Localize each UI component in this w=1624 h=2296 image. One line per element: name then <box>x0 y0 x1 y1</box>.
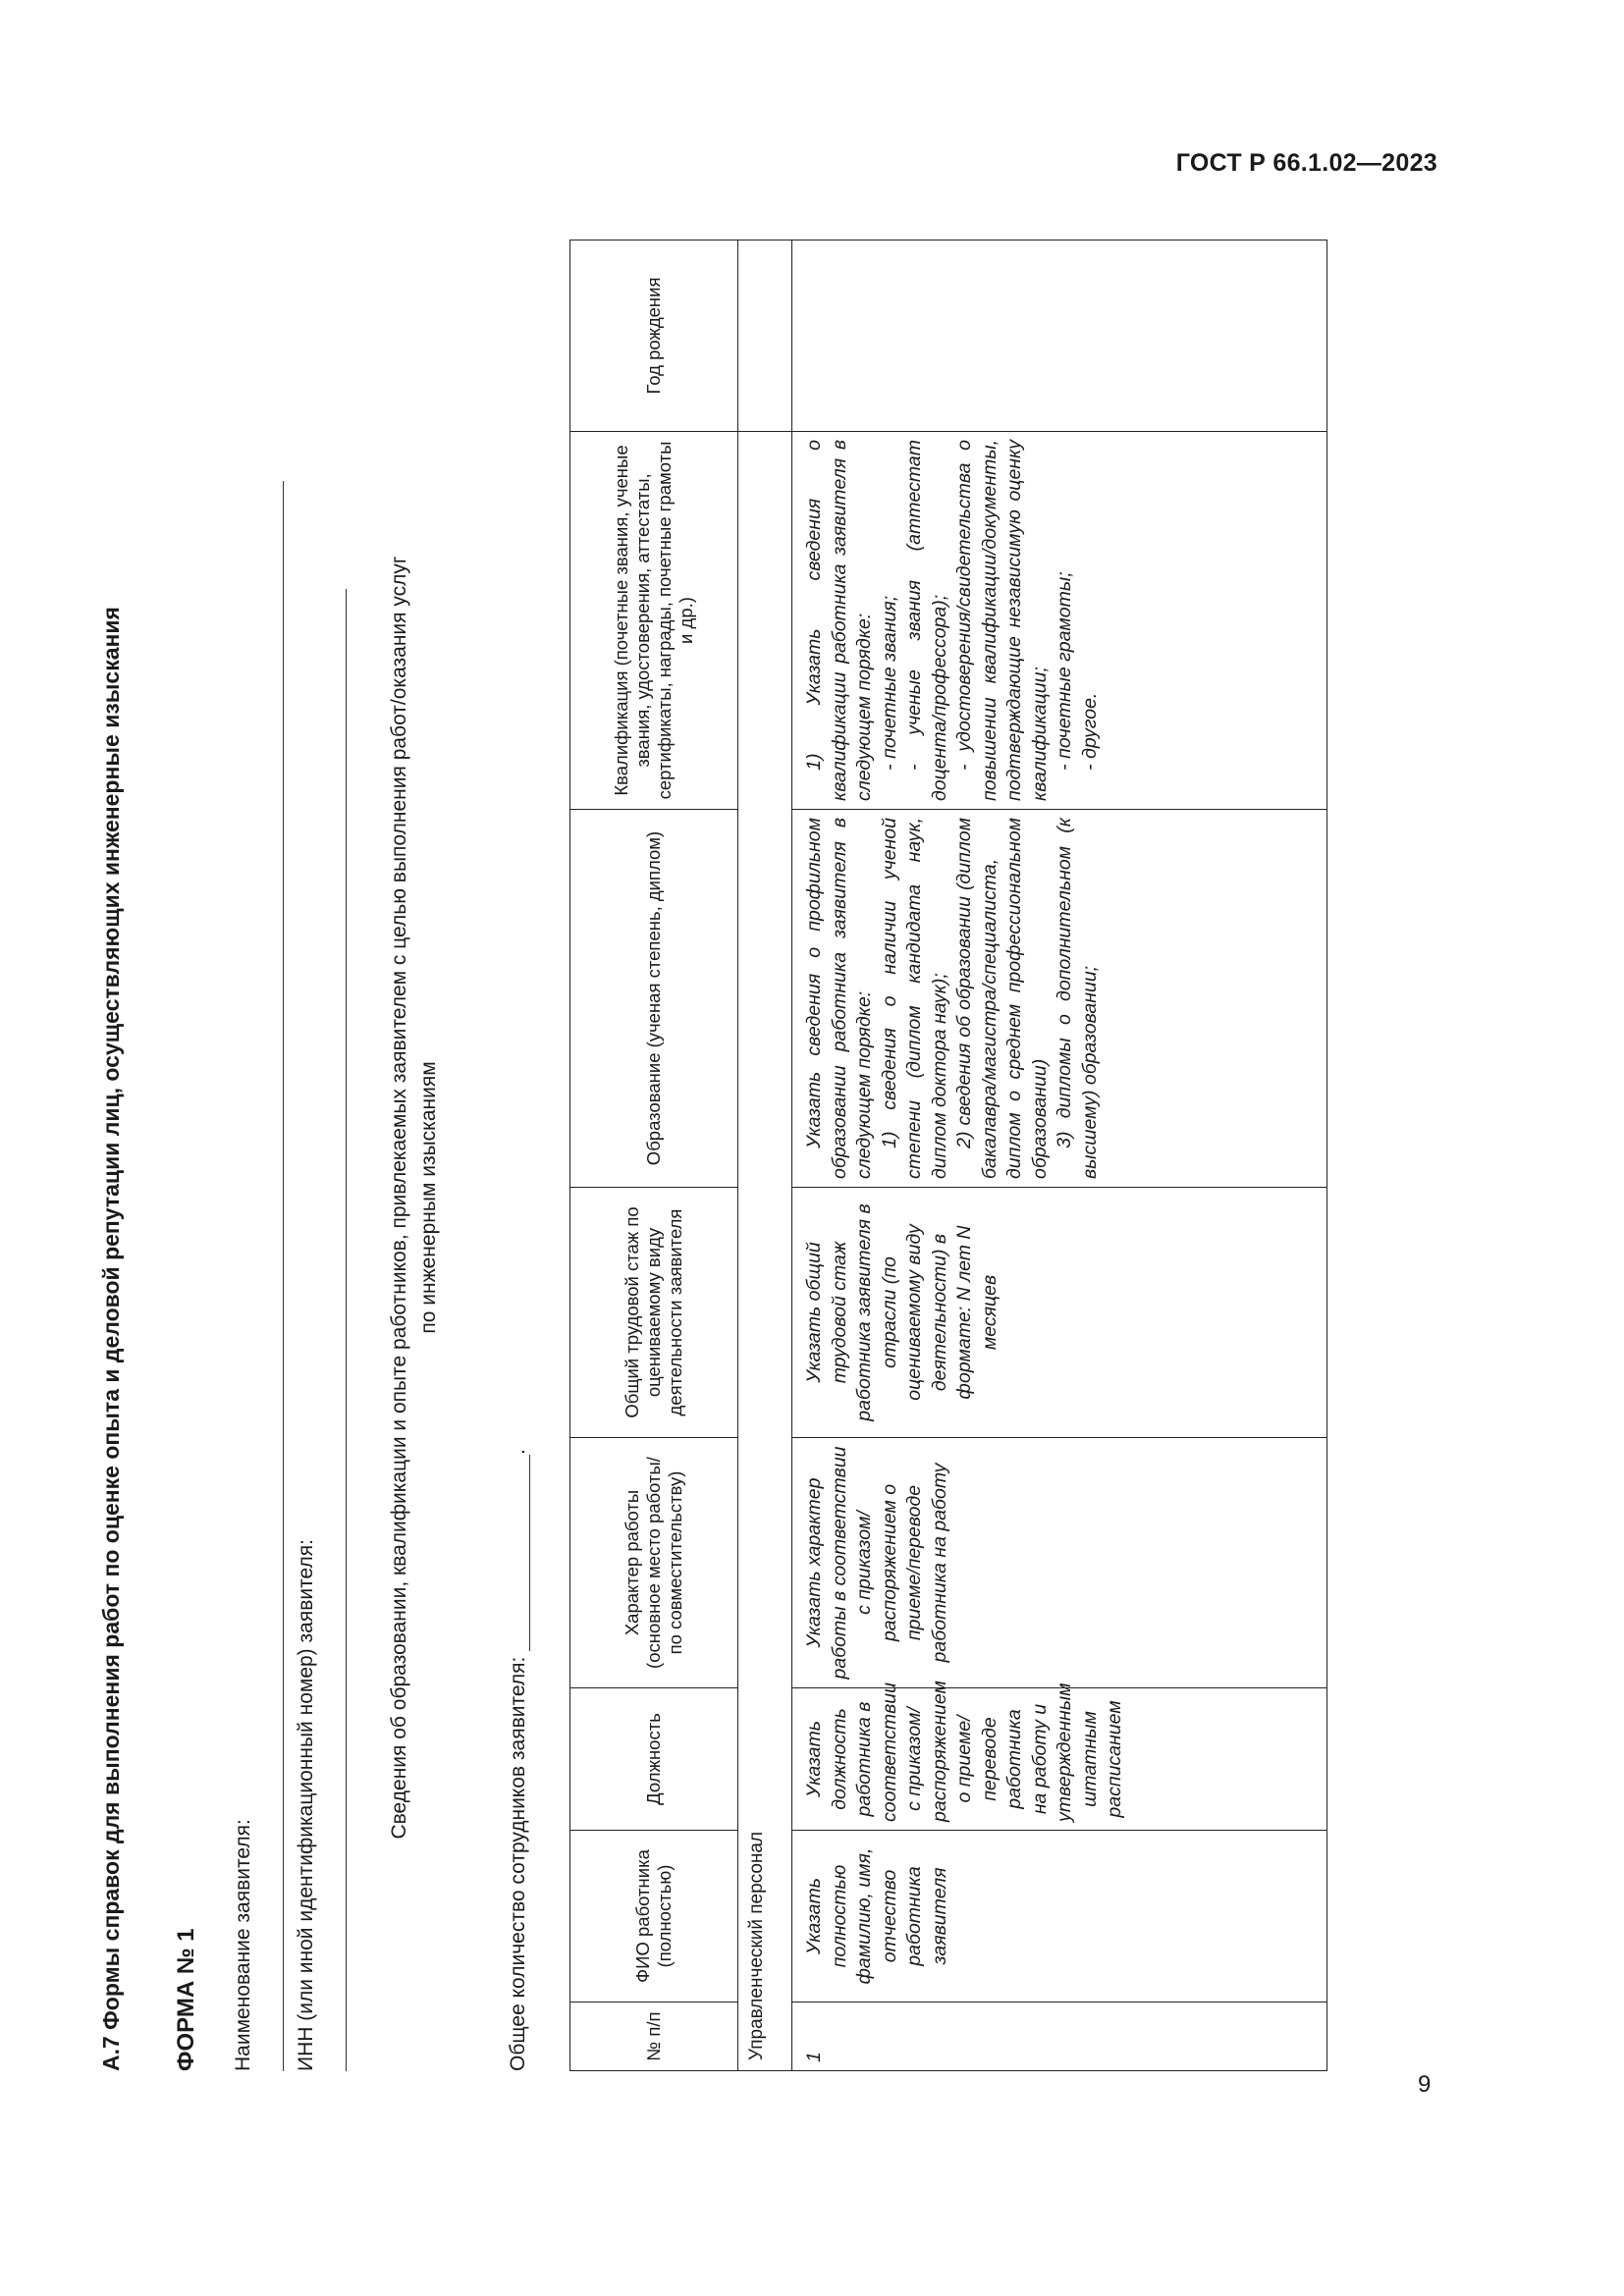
section-empty-cell <box>738 240 792 432</box>
employee-count-blank <box>512 1455 530 1651</box>
header-num: № п/п <box>570 2002 738 2071</box>
page-number: 9 <box>1418 2071 1432 2098</box>
rotated-form-content <box>98 226 1375 2071</box>
qualification-item: - почетные звания; <box>878 595 900 771</box>
section-title: А.7 Формы справок для выполнения работ по оценке опыта и деловой репутации лиц, осуществляющих инженерные изыскания <box>98 607 124 2071</box>
header-work-type: Характер работы (основное место работы/ по совместительству) <box>570 1438 738 1688</box>
cell-birth-year <box>792 240 1327 432</box>
header-birth-year: Год рождения <box>570 240 738 432</box>
standard-header: ГОСТ Р 66.1.02—2023 <box>1175 149 1437 177</box>
applicant-name-line <box>283 481 284 2071</box>
employee-count <box>507 1449 530 2071</box>
table-header-row <box>570 240 738 2071</box>
header-education: Образование (ученая степень, диплом) <box>570 810 738 1188</box>
info-text <box>385 324 444 2071</box>
education-intro: Указать сведения о профильном образовании работника заявителя в следующем порядке: <box>803 818 875 1179</box>
section-label: Управленческий персонал <box>738 432 792 2071</box>
cell-position: Указать должность работника в соответствии с приказом/распоряжением о приеме/переводе работника на работу и утвержденным штатным расписанием <box>792 1688 1327 1831</box>
employee-count-label: Общее количество сотрудников заявителя: <box>507 1656 529 2071</box>
qualification-item: - другое. <box>1078 692 1101 771</box>
cell-experience: Указать общий трудовой стаж работника заявителя в отрасли (по оцениваемому виду деятельности) в формате: N лет N месяцев <box>792 1188 1327 1438</box>
employees-table <box>569 240 1327 2071</box>
cell-education <box>792 810 1327 1188</box>
form-label: ФОРМА № 1 <box>173 1928 199 2071</box>
qualification-intro: 1) Указать сведения о квалификации работника заявителя в следующем порядке: <box>803 440 875 801</box>
education-item: 1) сведения о наличии ученой степени (диплом кандидата наук, диплом доктора наук); <box>878 818 950 1179</box>
qualification-item: - удостоверения/свидетельства о повышении квалификации/документы, подтверждающие независимую оценку квалификации; <box>953 440 1051 801</box>
cell-fio: Указать полностью фамилию, имя, отчество работника заявителя <box>792 1831 1327 2002</box>
header-qualification: Квалификация (почетные звания, ученые звания, удостоверения, аттестаты, сертификаты, награды, почетные грамоты и др.) <box>570 432 738 810</box>
header-position: Должность <box>570 1688 738 1831</box>
info-line-1: Сведения об образовании, квалификации и опыте работников, привлекаемых заявителем с целью выполнения работ/оказания услуг <box>388 556 410 1840</box>
cell-num: 1 <box>792 2002 1327 2071</box>
qualification-item: - ученые звания (аттестат доцента/профессора); <box>903 440 950 801</box>
header-fio: ФИО работника (полностью) <box>570 1831 738 2002</box>
info-line-2: по инженерным изысканиям <box>417 1061 440 1334</box>
header-experience: Общий трудовой стаж по оцениваемому виду деятельности заявителя <box>570 1188 738 1438</box>
inn-label: ИНН (или иной идентификационный номер) заявителя: <box>295 1539 317 2071</box>
cell-qualification <box>792 432 1327 810</box>
inn-line <box>346 589 347 2071</box>
employee-count-suffix: . <box>507 1449 529 1455</box>
table-row <box>792 240 1327 2071</box>
section-row <box>738 240 792 2071</box>
education-item: 2) сведения об образовании (диплом бакалавра/магистра/специалиста, диплом о среднем профессиональном образовании) <box>953 818 1051 1179</box>
qualification-item: - почетные грамоты; <box>1054 571 1075 771</box>
applicant-name-label: Наименование заявителя: <box>232 1819 254 2071</box>
education-item: 3) дипломы о дополнительном (к высшему) образовании; <box>1054 818 1101 1179</box>
cell-work-type: Указать характер работы в соответствии с приказом/распоряжением о приеме/переводе работника на работу <box>792 1438 1327 1688</box>
